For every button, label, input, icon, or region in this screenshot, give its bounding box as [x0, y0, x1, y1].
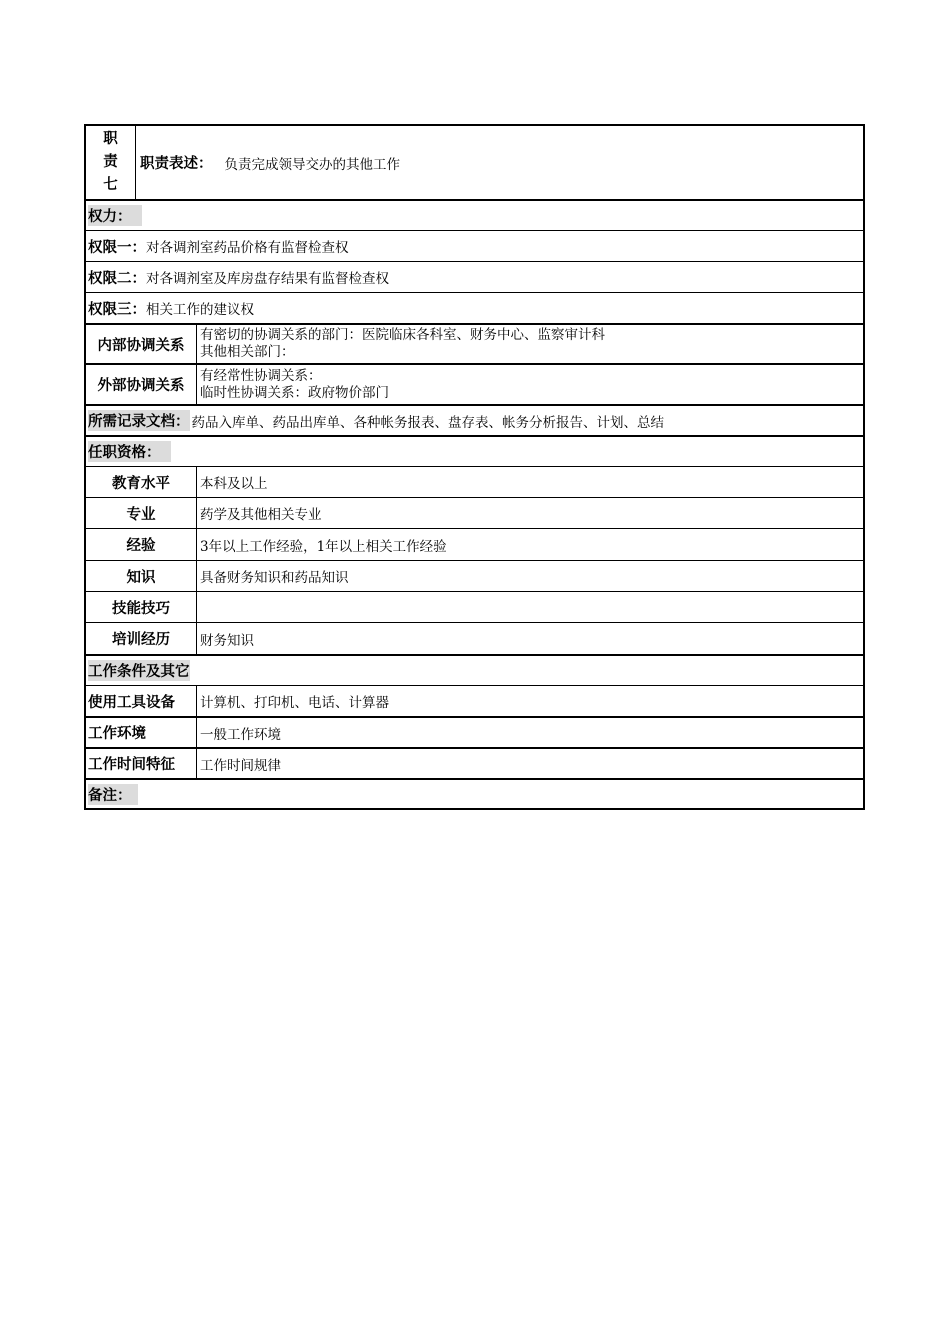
- qualification-value-education: 本科及以上: [200, 476, 268, 492]
- conditions-value-environment: 一般工作环境: [200, 726, 281, 743]
- internal-coordination-label: 内部协调关系: [86, 325, 197, 363]
- records-label: 所需记录文档：: [88, 410, 190, 431]
- qualification-label-knowledge: 知识: [86, 561, 197, 591]
- conditions-label-environment: 工作环境: [86, 718, 197, 747]
- qualification-label-experience: 经验: [86, 529, 197, 560]
- external-coordination-row: [86, 363, 863, 404]
- conditions-row-worktime: [86, 747, 863, 778]
- conditions-row-tools: [86, 685, 863, 716]
- internal-coordination-line-1: 有密切的协调关系的部门：医院临床各科室、财务中心、监察审计科: [200, 327, 605, 343]
- limit-3-text: 相关工作的建议权: [146, 302, 254, 318]
- internal-coordination-line-2: 其他相关部门：: [200, 344, 295, 360]
- conditions-label-tools: 使用工具设备: [86, 686, 197, 716]
- qualification-title: 任职资格：: [88, 441, 171, 462]
- qualification-value-skills: [197, 592, 200, 622]
- duty-7-char-2: 责: [103, 154, 118, 170]
- limit-1-text: 对各调剂室药品价格有监督检查权: [146, 240, 349, 256]
- limit-3-label: 权限三：: [88, 301, 146, 318]
- qualification-label-training: 培训经历: [86, 623, 197, 654]
- limit-2-text: 对各调剂室及库房盘存结果有监督检查权: [146, 271, 389, 287]
- remarks-row: [86, 778, 863, 808]
- qualification-label-education: 教育水平: [86, 467, 197, 497]
- conditions-value-worktime: 工作时间规律: [200, 757, 281, 774]
- qualification-value-experience: 3年以上工作经验，1年以上相关工作经验: [200, 538, 447, 555]
- power-title: 权力：: [88, 205, 142, 226]
- qualification-title-row: [86, 435, 863, 466]
- remarks-title: 备注：: [88, 784, 138, 805]
- duty-desc-text: 负责完成领导交办的其他工作: [224, 156, 400, 173]
- qualification-value-major: 药学及其他相关专业: [200, 507, 322, 523]
- duty-7-content: [136, 126, 400, 199]
- qualification-label-skills: 技能技巧: [86, 592, 197, 622]
- conditions-value-tools: 计算机、打印机、电话、计算器: [200, 695, 389, 711]
- qualification-row-major: [86, 497, 863, 528]
- qualification-value-knowledge: 具备财务知识和药品知识: [200, 570, 349, 586]
- qualification-label-major: 专业: [86, 498, 197, 528]
- conditions-title-row: [86, 654, 863, 685]
- qualification-row-education: [86, 466, 863, 497]
- duty-7-label: [86, 126, 136, 199]
- records-text: 药品入库单、药品出库单、各种帐务报表、盘存表、帐务分析报告、计划、总结: [191, 414, 664, 431]
- records-row: [86, 404, 863, 435]
- qualification-row-skills: [86, 591, 863, 622]
- limit-1-row: [86, 230, 863, 261]
- conditions-label-worktime: 工作时间特征: [86, 749, 197, 778]
- limit-2-row: [86, 261, 863, 292]
- qualification-row-training: [86, 622, 863, 654]
- conditions-row-environment: [86, 716, 863, 747]
- limit-3-row: [86, 292, 863, 323]
- limit-2-label: 权限二：: [88, 270, 146, 287]
- limit-1-label: 权限一：: [88, 239, 146, 256]
- internal-coordination-row: [86, 323, 863, 363]
- conditions-title: 工作条件及其它: [88, 660, 190, 681]
- job-description-table: [84, 124, 865, 810]
- external-coordination-label: 外部协调关系: [86, 365, 197, 404]
- duty-7-char-1: 职: [103, 131, 118, 147]
- duty-7-char-3: 七: [103, 177, 118, 193]
- qualification-row-knowledge: [86, 560, 863, 591]
- duty-desc-label: 职责表述：: [140, 156, 213, 172]
- external-coordination-line-2: 临时性协调关系：政府物价部门: [200, 384, 389, 401]
- qualification-row-experience: [86, 528, 863, 560]
- duty-7-row: [86, 126, 863, 199]
- qualification-value-training: 财务知识: [200, 632, 254, 649]
- external-coordination-line-1: 有经常性协调关系：: [200, 367, 322, 384]
- power-title-row: [86, 199, 863, 230]
